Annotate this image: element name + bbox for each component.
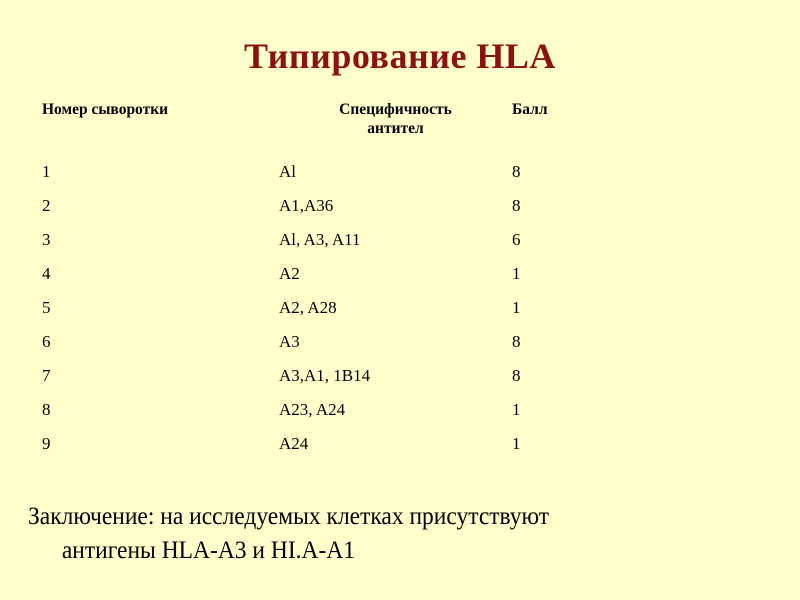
cell-antibody-specificity: A3 xyxy=(279,332,300,351)
cell-serum-number: 3 xyxy=(42,230,51,249)
page-title: Типирование HLA xyxy=(244,36,556,76)
cell-antibody-specificity: A2 xyxy=(279,264,300,283)
table-body xyxy=(42,162,642,468)
cell-serum-number: 9 xyxy=(42,434,51,453)
table-header xyxy=(42,100,642,162)
cell-serum-number: 6 xyxy=(42,332,51,351)
table-row xyxy=(42,366,642,400)
table-row xyxy=(42,332,642,366)
column-header-antibody-specificity xyxy=(279,100,512,162)
table-row xyxy=(42,230,642,264)
cell-antibody-specificity: A1,A36 xyxy=(279,196,334,215)
table-row xyxy=(42,298,642,332)
table-row xyxy=(42,264,642,298)
cell-score: 1 xyxy=(512,298,521,317)
conclusion-line-2: антигены HLA-A3 и HI.A-A1 xyxy=(61,537,356,564)
cell-score: 1 xyxy=(512,400,521,419)
conclusion-text xyxy=(28,500,727,568)
cell-antibody-specificity: A2, A28 xyxy=(279,298,337,317)
table-header-row xyxy=(42,100,642,162)
table-row xyxy=(42,162,642,196)
cell-score: 6 xyxy=(512,230,521,249)
column-header-score: Балл xyxy=(512,101,548,118)
table-row xyxy=(42,434,642,468)
table-row xyxy=(42,400,642,434)
cell-serum-number: 8 xyxy=(42,400,51,419)
cell-score: 8 xyxy=(512,366,521,385)
cell-antibody-specificity: A23, A24 xyxy=(279,400,346,419)
cell-antibody-specificity: Al, A3, A11 xyxy=(279,230,361,249)
cell-serum-number: 7 xyxy=(42,366,51,385)
cell-score: 8 xyxy=(512,332,521,351)
cell-serum-number: 4 xyxy=(42,264,51,283)
cell-score: 1 xyxy=(512,434,521,453)
column-header-antibody-specificity-line2: антител xyxy=(367,120,424,137)
cell-score: 8 xyxy=(512,162,521,181)
cell-antibody-specificity: A3,A1, 1B14 xyxy=(279,366,371,385)
hla-typing-table xyxy=(42,100,642,468)
table-row xyxy=(42,196,642,230)
column-header-antibody-specificity-line1: Специфичность xyxy=(339,101,452,118)
cell-serum-number: 2 xyxy=(42,196,51,215)
cell-antibody-specificity: Al xyxy=(279,162,296,181)
cell-score: 1 xyxy=(512,264,521,283)
column-header-serum-number: Номер сыворотки xyxy=(42,101,169,118)
cell-score: 8 xyxy=(512,196,521,215)
conclusion-line-1: Заключение: на исследуемых клетках присутствуют xyxy=(28,503,550,530)
cell-serum-number: 5 xyxy=(42,298,51,317)
cell-serum-number: 1 xyxy=(42,162,51,181)
cell-antibody-specificity: A24 xyxy=(279,434,309,453)
